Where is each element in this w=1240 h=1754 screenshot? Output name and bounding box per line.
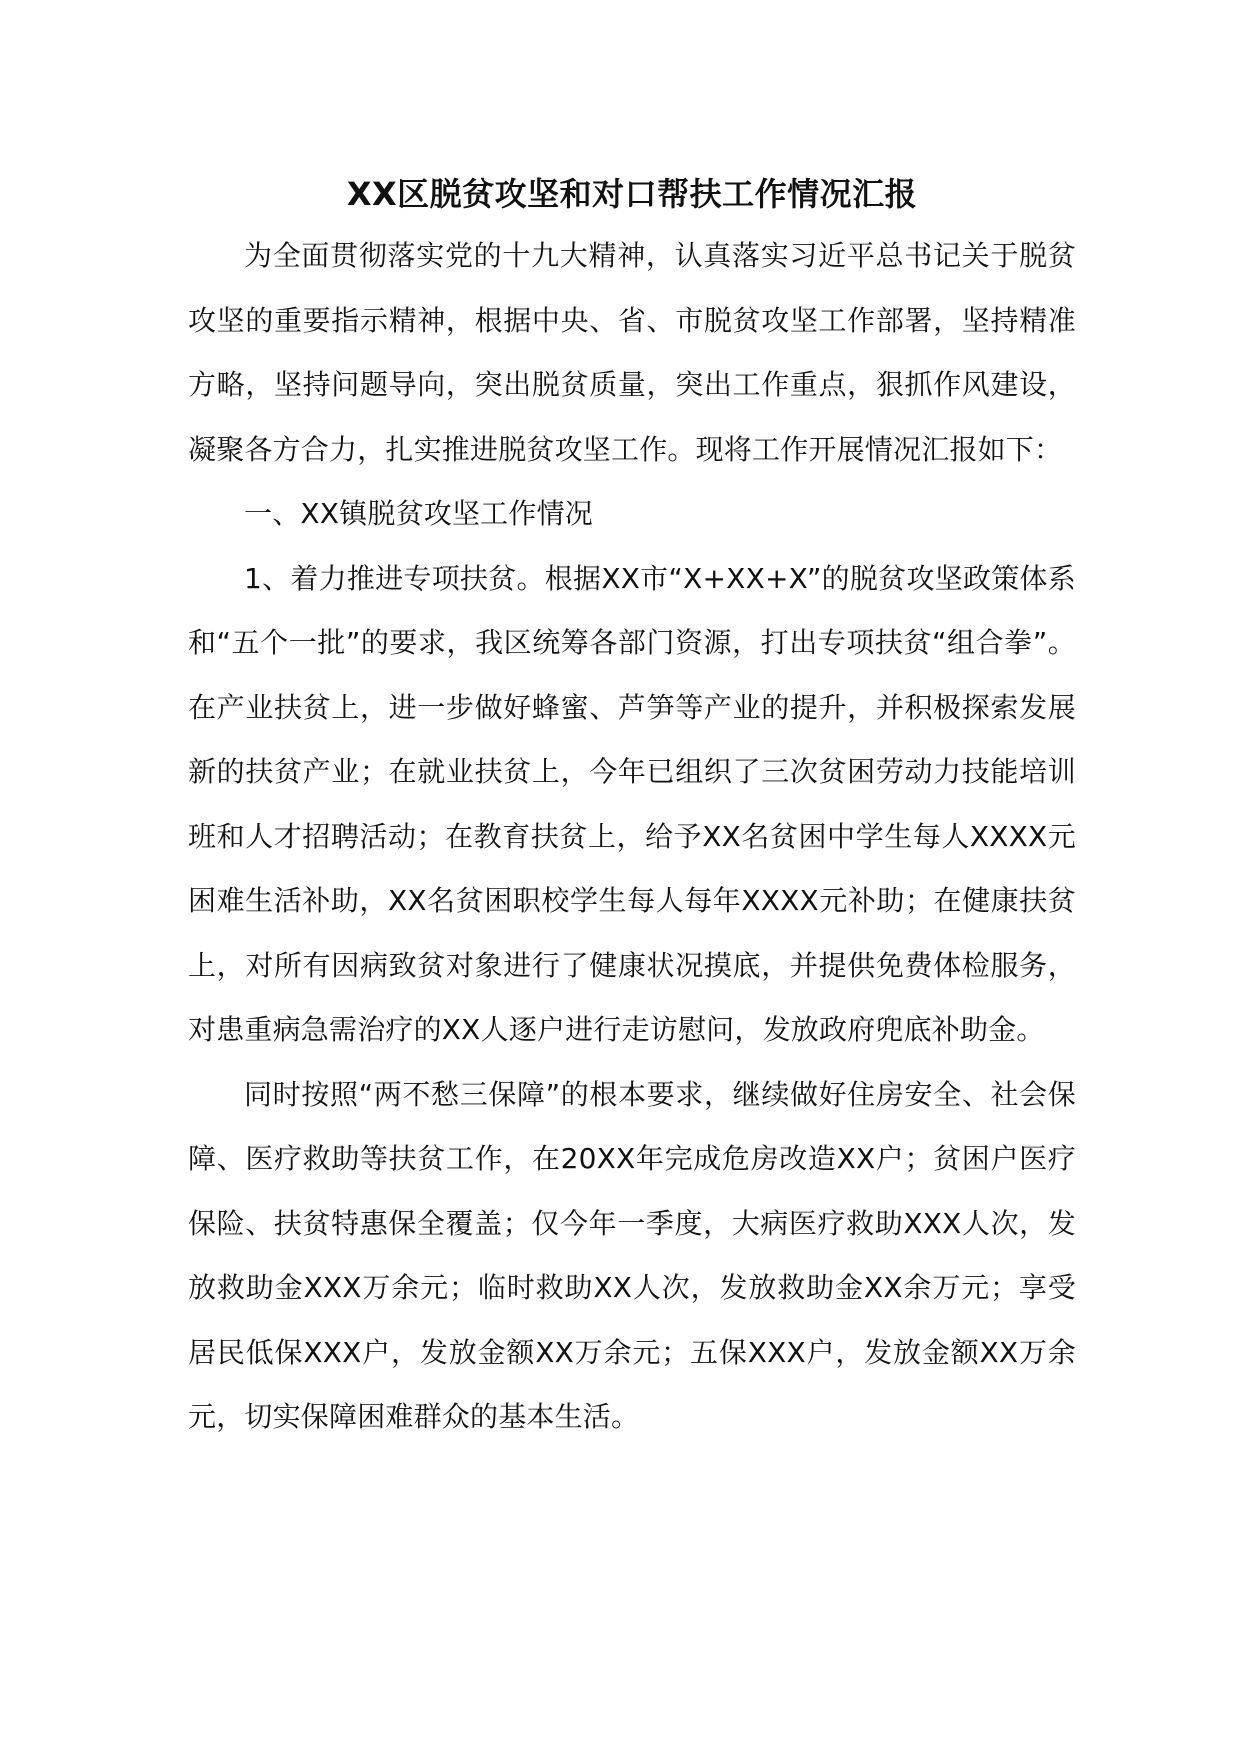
intro-paragraph: 为全面贯彻落实党的十九大精神，认真落实习近平总书记关于脱贫攻坚的重要指示精神，根据中央、省、市脱贫攻坚工作部署，坚持精准方略，坚持问题导向，突出脱贫质量，突出工作重点，狠抓作风建设，凝聚各方合力，扎实推进脱贫攻坚工作。现将工作开展情况汇报如下： (188, 239, 1076, 466)
paragraph-guarantees: 同时按照“两不愁三保障”的根本要求，继续做好住房安全、社会保障、医疗救助等扶贫工作，在20XX年完成危房改造XX户；贫困户医疗保险、扶贫特惠保全覆盖；仅今年一季度，大病医疗救助XXX人次，发放救助金XXX万余元；临时救助XX人次，发放救助金XX余万元；享受居民低保XXX户，发放金额XX万余元；五保XXX户，发放金额XX万余元，切实保障困难群众的基本生活。 (188, 1077, 1076, 1433)
section-heading: 一、XX镇脱贫攻坚工作情况 (244, 497, 593, 530)
paragraph-special-poverty: 1、着力推进专项扶贫。根据XX市“X+XX+X”的脱贫攻坚政策体系和“五个一批”的要求，我区统筹各部门资源，打出专项扶贫“组合拳”。在产业扶贫上，进一步做好蜂蜜、芦笋等产业的提升，并积极探索发展新的扶贫产业；在就业扶贫上，今年已组织了三次贫困劳动力技能培训班和人才招聘活动；在教育扶贫上，给予XX名贫困中学生每人XXXX元困难生活补助，XX名贫困职校学生每人每年XXXX元补助；在健康扶贫上，对所有因病致贫对象进行了健康状况摸底，并提供免费体检服务，对患重病急需治疗的XX人逐户进行走访慰问，发放政府兜底补助金。 (188, 561, 1076, 1046)
document-title: XX区脱贫攻坚和对口帮扶工作情况汇报 (346, 175, 918, 213)
document-page (188, 170, 1076, 1450)
